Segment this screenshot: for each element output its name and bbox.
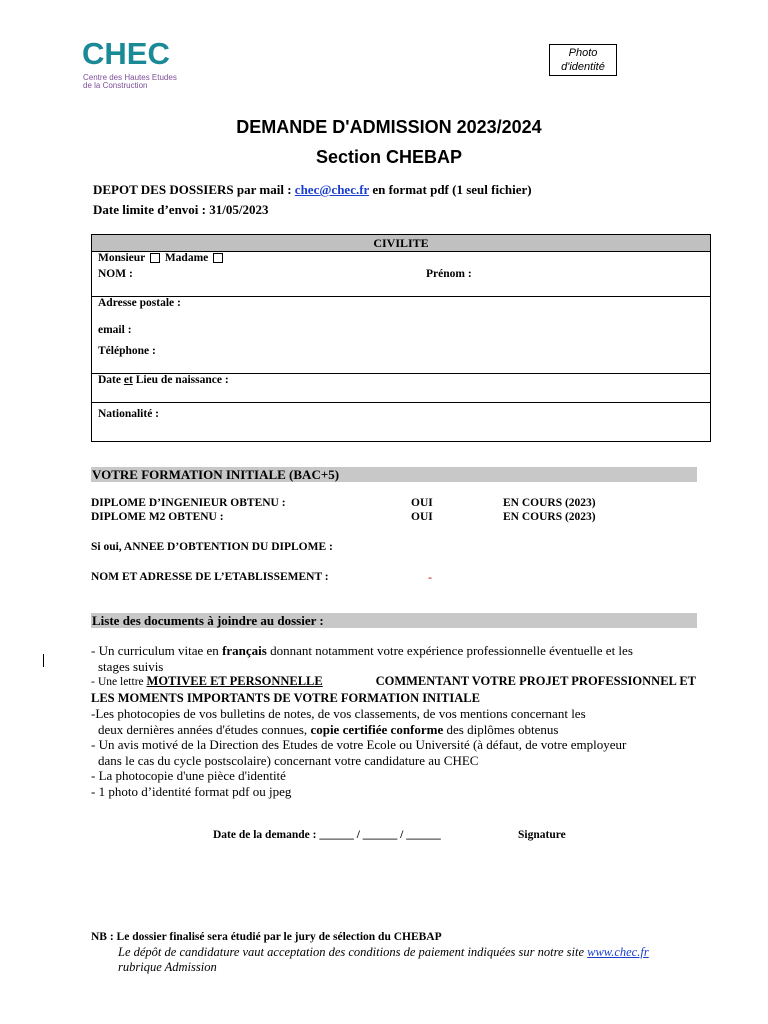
list-item: [91, 737, 696, 753]
nb-conditions: [118, 945, 649, 960]
photo-label-1: Photo: [568, 47, 598, 59]
text-cursor: [43, 654, 44, 667]
naissance-b: Lieu de naissance :: [132, 374, 229, 386]
prenom-label: Prénom :: [426, 268, 472, 280]
item2-b: MOTIVEE ET PERSONNELLE: [146, 674, 323, 688]
formation-heading: VOTRE FORMATION INITIALE (BAC+5): [91, 467, 697, 482]
chec-logo: CHEC: [82, 36, 170, 71]
civilite-table: [91, 234, 711, 442]
depot-prefix: DEPOT DES DOSSIERS par mail :: [93, 182, 295, 197]
item2-c: COMMENTANT VOTRE PROJET PROFESSIONNEL ET: [375, 674, 696, 688]
list-item-cont: stages suivis: [98, 658, 164, 674]
list-item: [91, 784, 696, 800]
item1-b: français: [222, 643, 267, 658]
naissance-label: [98, 374, 229, 386]
bullet: -: [91, 783, 96, 799]
item4-a: Un avis motivé de la Direction des Etudes de votre Ecole ou Université (à défaut, de votre employeur: [98, 737, 627, 752]
annee-obtention-label: Si oui, ANNEE D’OBTENTION DU DIPLOME :: [91, 541, 333, 553]
documents-list: [91, 643, 696, 799]
signature-label: Signature: [518, 829, 566, 841]
telephone-label: Téléphone :: [98, 345, 156, 357]
nb-line: NB : Le dossier finalisé sera étudié par le jury de sélection du CHEBAP: [91, 931, 442, 943]
photo-label-2: d'identité: [561, 61, 605, 73]
civilite-heading: CIVILITE: [92, 235, 710, 252]
document-subtitle: Section CHEBAP: [315, 147, 463, 167]
depot-line: [93, 182, 532, 198]
photo-box: [549, 44, 617, 76]
naissance-et: et: [123, 374, 133, 386]
bullet: -: [91, 768, 96, 783]
diplome-m2-encours[interactable]: EN COURS (2023): [503, 511, 596, 523]
row-divider: [92, 402, 710, 403]
naissance-a: Date: [98, 374, 124, 386]
logo-subtitle-line2: de la Construction: [83, 81, 148, 90]
item3-a: Les photocopies de vos bulletins de notes, de vos classements, de vos mentions concernant les: [95, 706, 586, 721]
bullet: -: [91, 737, 96, 752]
diplome-m2-label: DIPLOME M2 OBTENU :: [91, 511, 224, 523]
item3-b: deux dernières années d'études connues,: [98, 721, 311, 737]
nationalite-label: Nationalité :: [98, 408, 160, 420]
adresse-label: Adresse postale :: [98, 297, 181, 309]
red-dash: -: [428, 570, 432, 584]
gender-row: [98, 252, 225, 264]
bullet: -: [91, 706, 96, 721]
nb-rubrique: rubrique Admission: [118, 960, 217, 974]
diplome-m2-oui[interactable]: OUI: [411, 511, 433, 523]
list-item-cont: [91, 722, 696, 738]
list-item: [91, 674, 696, 691]
list-item: [91, 768, 696, 784]
list-item: [91, 643, 696, 659]
website-link[interactable]: www.chec.fr: [587, 945, 649, 959]
bullet: -: [91, 676, 95, 688]
etablissement-label: NOM ET ADRESSE DE L’ETABLISSEMENT :: [91, 571, 329, 583]
item2-a: Une lettre: [97, 676, 147, 688]
email-label: email :: [98, 324, 132, 336]
deadline-line: Date limite d’envoi : 31/05/2023: [93, 202, 269, 217]
logo-subtitle-line1: Centre des Hautes Etudes: [83, 73, 177, 82]
bullet: -: [91, 643, 96, 658]
item3-c: copie certifiée conforme: [310, 721, 444, 737]
item1-a: Un curriculum vitae en: [98, 643, 223, 658]
nom-label: NOM :: [98, 268, 133, 280]
list-item: [91, 706, 696, 722]
monsieur-label: Monsieur: [98, 252, 146, 264]
diplome-ingenieur-label: DIPLOME D’INGENIEUR OBTENU :: [91, 497, 286, 509]
item1-c: donnant notamment votre expérience professionnelle éventuelle et les: [266, 643, 633, 658]
row-divider: [92, 296, 710, 297]
documents-heading: Liste des documents à joindre au dossier :: [91, 613, 697, 628]
depot-suffix: en format pdf (1 seul fichier): [369, 182, 532, 197]
list-item-cont: dans le cas du cycle postscolaire) concernant votre candidature au CHEC: [98, 752, 479, 768]
item5: La photocopie d'une pièce d'identité: [98, 768, 286, 783]
diplome-ingenieur-oui[interactable]: OUI: [411, 497, 433, 509]
madame-label: Madame: [164, 252, 209, 264]
item2-d: LES MOMENTS IMPORTANTS DE VOTRE FORMATION INITIALE: [91, 690, 480, 705]
monsieur-checkbox[interactable]: [150, 253, 160, 263]
document-title: DEMANDE D'ADMISSION 2023/2024: [236, 117, 542, 137]
madame-checkbox[interactable]: [213, 253, 223, 263]
item3-d: des diplômes obtenus: [443, 721, 559, 737]
list-item-cont: [91, 691, 696, 707]
diplome-ingenieur-encours[interactable]: EN COURS (2023): [503, 497, 596, 509]
email-link[interactable]: chec@chec.fr: [294, 182, 370, 197]
date-demande-field[interactable]: Date de la demande : ______ / ______ / ______: [213, 829, 441, 841]
nb-conditions-text: Le dépôt de candidature vaut acceptation des conditions de paiement indiquées sur notre site: [118, 945, 588, 959]
item6: 1 photo d’identité format pdf ou jpeg: [98, 783, 292, 799]
